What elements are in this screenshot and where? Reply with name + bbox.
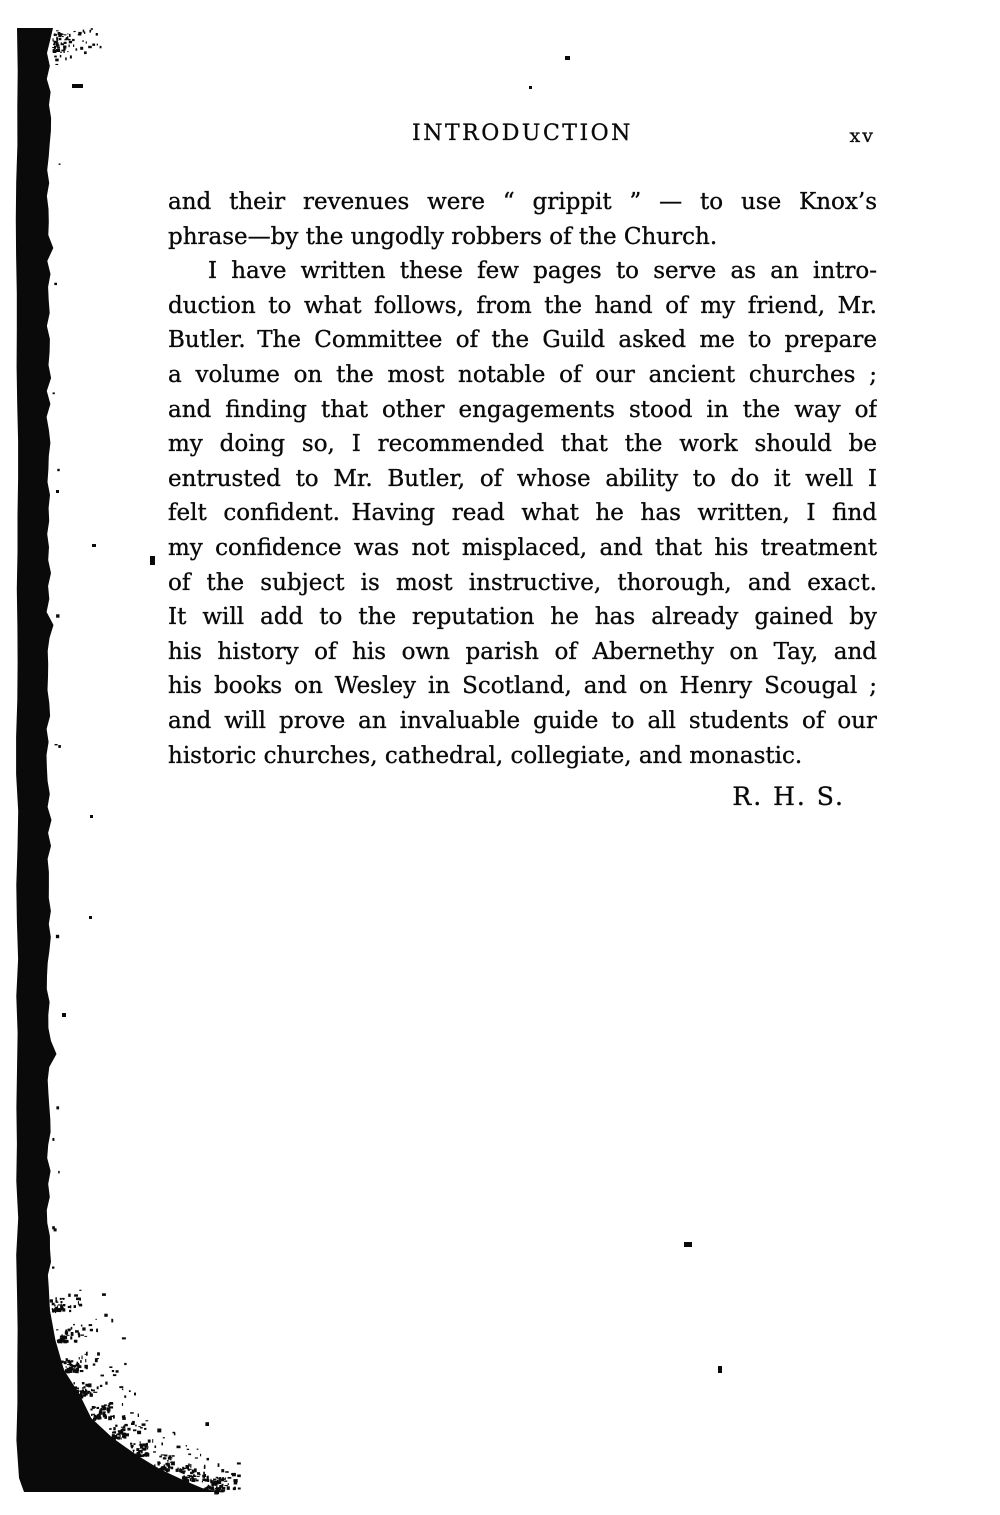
text-line: and will prove an invaluable guide to all students of our bbox=[168, 707, 877, 734]
page-number: xv bbox=[849, 125, 875, 147]
text-line: a volume on the most notable of our ancient churches ; bbox=[168, 361, 877, 388]
text-line: and their revenues were “ grippit ” — to use Knox’s bbox=[168, 189, 877, 215]
text-line: of the subject is most instructive, thorough, and exact. bbox=[168, 569, 877, 596]
text-line: phrase—by the ungodly robbers of the Church. bbox=[168, 223, 718, 250]
text-line: It will add to the reputation he has already gained by bbox=[168, 604, 877, 631]
text-line: my confidence was not misplaced, and that his treatment bbox=[168, 534, 877, 561]
text-line: felt confident. Having read what he has written, I find bbox=[168, 500, 877, 527]
author-initials: R. H. S. bbox=[732, 782, 845, 811]
text-line: his history of his own parish of Abernethy on Tay, and bbox=[168, 638, 877, 665]
text-line: I have written these few pages to serve as an intro- bbox=[208, 258, 877, 285]
text-line: historic churches, cathedral, collegiate, and monastic. bbox=[168, 742, 803, 769]
text-line: entrusted to Mr. Butler, of whose ability to do it well I bbox=[168, 465, 877, 492]
text-line: duction to what follows, from the hand of my friend, Mr. bbox=[168, 292, 877, 319]
body-text bbox=[168, 185, 877, 773]
text-line: his books on Wesley in Scotland, and on Henry Scougal ; bbox=[168, 673, 877, 700]
page-title: INTRODUCTION bbox=[412, 121, 633, 146]
text-line: Butler. The Committee of the Guild asked me to prepare bbox=[168, 327, 877, 354]
text-line: and finding that other engagements stood in the way of bbox=[168, 396, 877, 423]
page-header bbox=[168, 121, 877, 151]
text-line: my doing so, I recommended that the work should be bbox=[168, 431, 877, 458]
